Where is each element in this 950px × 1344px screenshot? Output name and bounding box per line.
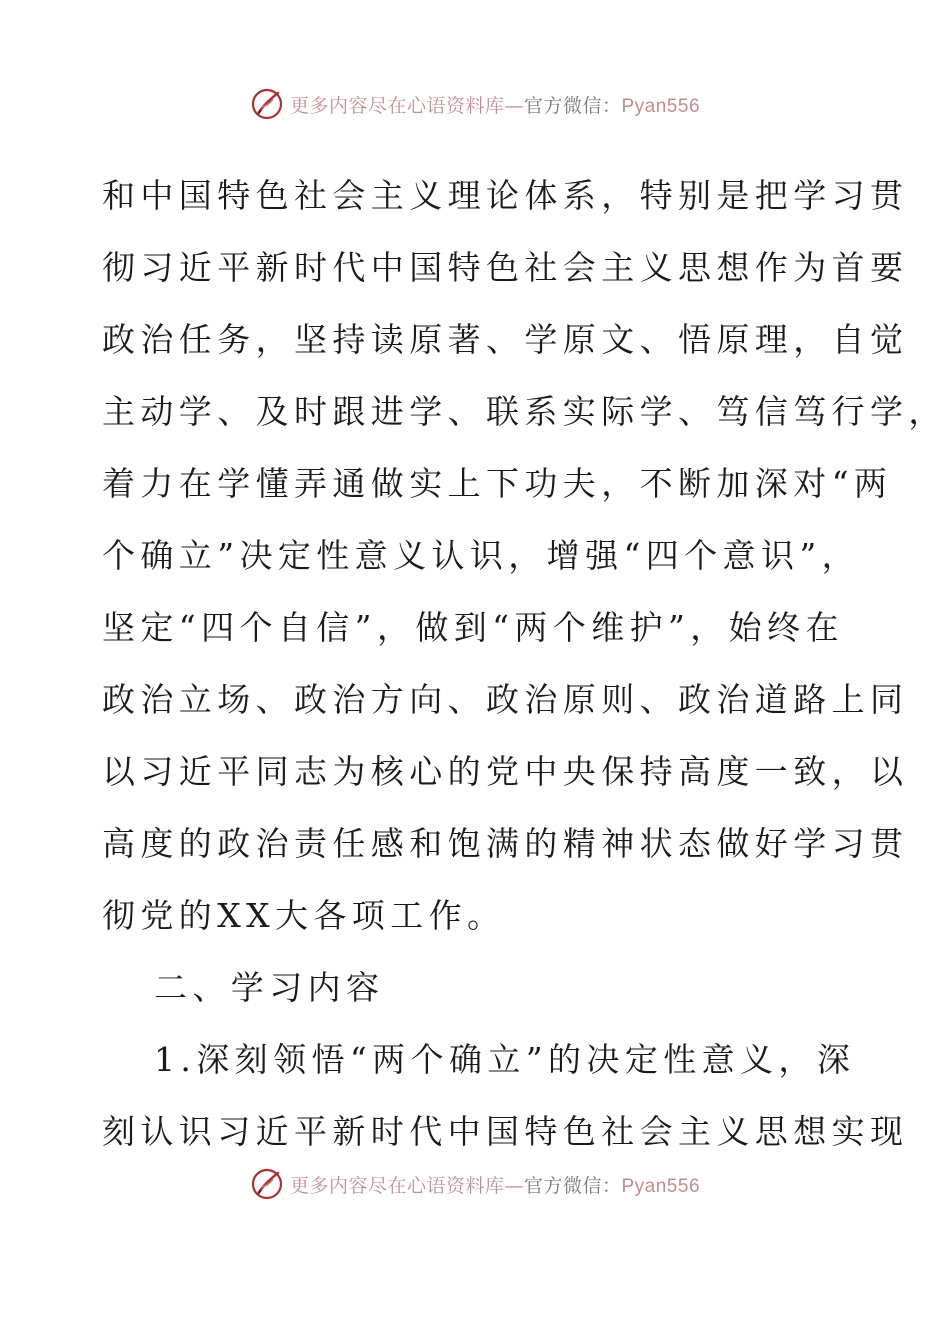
paragraph-line: 坚定“四个自信”，做到“两个维护”，始终在 — [102, 608, 844, 647]
paragraph-line: 政治任务，坚持读原著、学原文、悟原理，自觉 — [102, 320, 909, 359]
watermark-wechat-id: Pyan556 — [621, 95, 701, 117]
list-item-line: 刻认识习近平新时代中国特色社会主义思想实现 — [102, 1112, 909, 1151]
paragraph-line: 和中国特色社会主义理论体系，特别是把学习贯 — [102, 176, 909, 215]
watermark-main-text: 更多内容尽在心语资料库 — [289, 94, 505, 117]
list-item-line: 1.深刻领悟“两个确立”的决定性意义，深 — [154, 1040, 856, 1079]
paragraph-line: 高度的政治责任感和饱满的精神状态做好学习贯 — [102, 824, 909, 863]
paragraph-line: 个确立”决定性意义认识，增强“四个意识”， — [102, 536, 861, 575]
watermark-wechat-label: 官方微信： — [523, 1174, 622, 1197]
paragraph-line: 主动学、及时跟进学、联系实际学、笃信笃行学， — [102, 392, 947, 431]
watermark-dash: — — [504, 1174, 524, 1197]
watermark-wechat-id: Pyan556 — [621, 1175, 701, 1197]
watermark-main-text: 更多内容尽在心语资料库 — [289, 1174, 505, 1197]
quill-logo-icon — [250, 1167, 284, 1201]
paragraph-line: 彻习近平新时代中国特色社会主义思想作为首要 — [102, 248, 909, 287]
paragraph-line: 着力在学懂弄通做实上下功夫，不断加深对“两 — [102, 464, 893, 503]
footer-watermark — [0, 1164, 950, 1204]
body-text — [102, 160, 947, 1168]
header-watermark — [0, 84, 950, 124]
section-heading: 二、学习内容 — [154, 968, 385, 1007]
paragraph-line: 彻党的XX大各项工作。 — [102, 896, 506, 935]
paragraph-line: 政治立场、政治方向、政治原则、政治道路上同 — [102, 680, 909, 719]
watermark-wechat-label: 官方微信： — [523, 94, 622, 117]
quill-logo-icon — [250, 87, 284, 121]
paragraph-line: 以习近平同志为核心的党中央保持高度一致，以 — [102, 752, 909, 791]
watermark-dash: — — [504, 94, 524, 117]
